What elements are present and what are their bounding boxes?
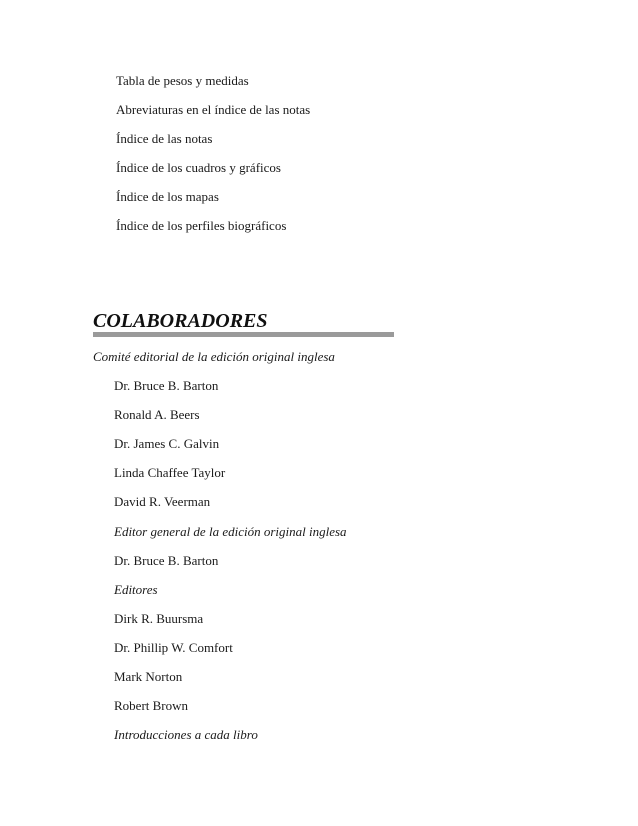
section-title: COLABORADORES (93, 310, 268, 332)
credit-name: Dr. Bruce B. Barton (114, 378, 219, 393)
credit-name: Ronald A. Beers (114, 407, 200, 422)
toc-item-maps-index: Índice de los mapas (116, 189, 219, 204)
credit-name: Robert Brown (114, 698, 189, 713)
credit-name: Linda Chaffee Taylor (114, 465, 226, 480)
credit-role-heading: Editor general de la edición original inglesa (114, 524, 347, 539)
toc-item-weights-measures: Tabla de pesos y medidas (116, 73, 249, 88)
committee-heading: Comité editorial de la edición original inglesa (93, 349, 335, 364)
credit-role-heading: Introducciones a cada libro (114, 727, 258, 742)
toc-item-abbreviations: Abreviaturas en el índice de las notas (116, 102, 311, 117)
toc-item-profiles-index: Índice de los perfiles biográficos (116, 218, 287, 233)
credit-name: Mark Norton (114, 669, 183, 684)
credit-name: Dirk R. Buursma (114, 611, 204, 626)
toc-item-charts-index: Índice de los cuadros y gráficos (116, 160, 281, 175)
credit-role-heading: Editores (114, 582, 158, 597)
credit-name: Dr. Bruce B. Barton (114, 553, 219, 568)
credit-name: Dr. James C. Galvin (114, 436, 220, 451)
credit-name: David R. Veerman (114, 494, 211, 509)
credit-name: Dr. Phillip W. Comfort (114, 640, 233, 655)
title-underline-rule (93, 332, 394, 337)
toc-item-notes-index: Índice de las notas (116, 131, 213, 146)
